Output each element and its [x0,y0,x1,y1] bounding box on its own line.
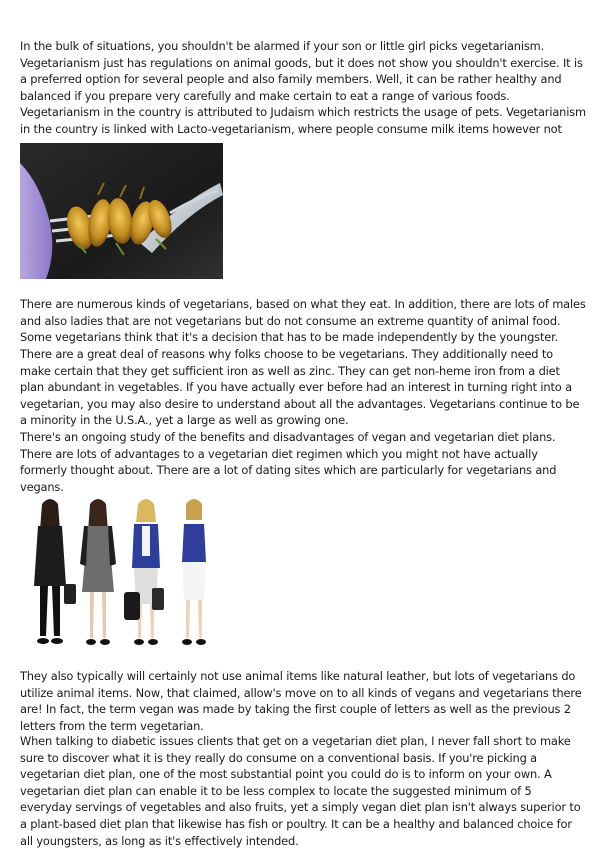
paragraph-1: In the bulk of situations, you shouldn't be alarmed if your son or little girl picks vegetarianism. Vegetarianism just has regulations on animal goods, but it does not show you shouldn't exercise. It is a preferred option for several people and also family members. Well, it can be rather healthy and balanced if you prepare very carefully and make certain to eat a range of various foods. Vegetarianism in the country is attributed to Judaism which restricts the usage of pets. Vegetarianism in the country is linked with Lacto-vegetarianism, where people consume milk items however not [20,39,586,136]
paragraph-2: There are numerous kinds of vegetarians, based on what they eat. In addition, there are lots of males and also ladies that are not vegetarians but do not consume an extreme quantity of animal food. Some vegetarians think that it's a decision that has to be made independently by the youngster. [20,297,586,345]
paragraph-4: There's an ongoing study of the benefits and disadvantages of vegan and vegetarian diet plans. There are lots of advantages to a vegetarian diet regimen which you might not have actually formerly thought about. There are a lot of dating sites which are particularly for vegetarians and vegans. [20,430,557,494]
four-women-photo [20,496,220,651]
paragraph-6: When talking to diabetic issues clients that get on a vegetarian diet plan, I never fall short to make sure to discover what it is they really do consume on a conventional basis. If you're picking a vegetarian diet plan, one of the most substantial point you could do is to inform on your own. A vegetarian diet plan can enable it to be less complex to locate the suggested minimum of 5 everyday servings of vegetables and also fruits, yet a simply vegan diet plan isn't always superior to a plant-based diet plan that likewise has fish or poultry. It can be a healthy and balanced choice for all youngsters, as long as it's effectively intended. [20,734,581,848]
four-women-image [20,496,220,651]
paragraph-5: They also typically will certainly not use animal items like natural leather, but lots of vegetarians do utilize animal items. Now, that claimed, allow's move on to all kinds of vegans and vegetarians there are! In fact, the term vegan was made by taking the first couple of letters as well as the previous 2 letters from the term vegetarian. [20,669,582,733]
food-on-fork-image [20,143,223,279]
food-on-fork-photo [20,143,223,279]
paragraph-3: There are a great deal of reasons why folks choose to be vegetarians. They additionally need to make certain that they get sufficient iron as well as zinc. They can get non-heme iron from a diet plan abundant in vegetables. If you have actually ever before had an interest in turning right into a vegetarian, you may also desire to understand about all the advantages. Vegetarians continue to be a minority in the U.S.A., yet a large as well as growing one. [20,347,580,428]
